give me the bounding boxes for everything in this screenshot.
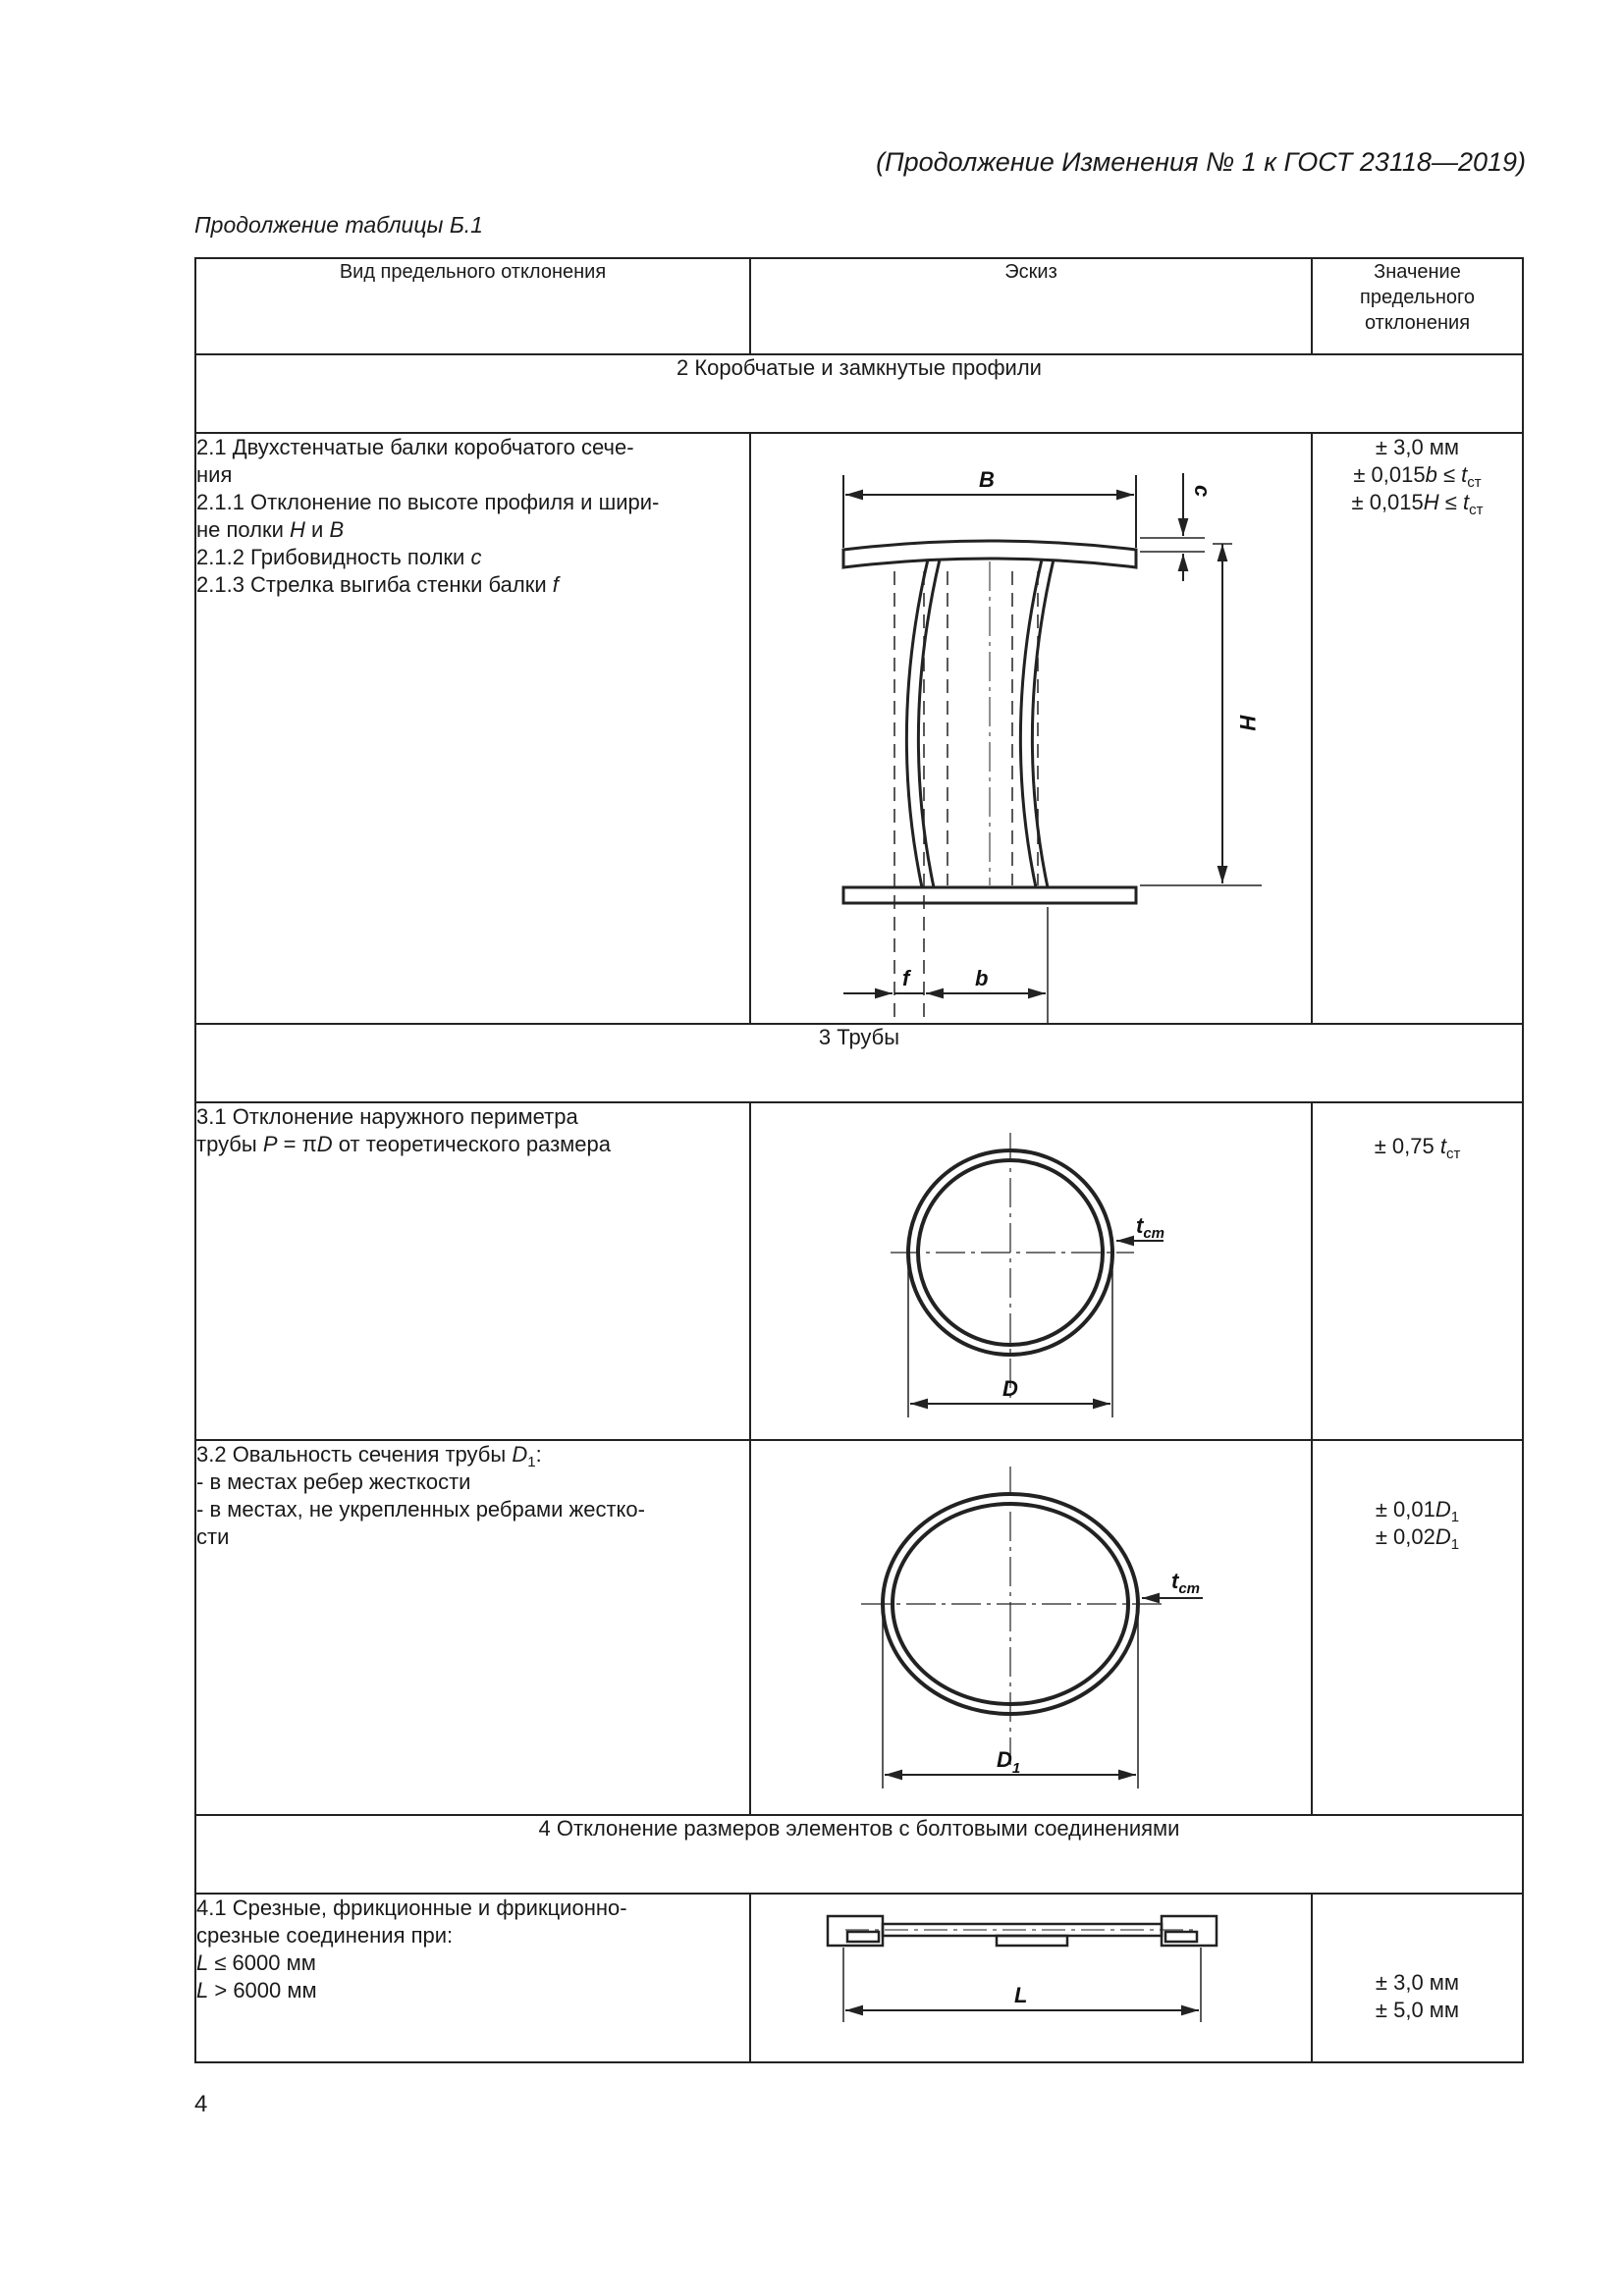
sketch-label-B: B	[979, 467, 995, 492]
sketch-label-H: H	[1235, 715, 1260, 730]
sketch-label-c: c	[1190, 485, 1215, 498]
row-3-2-value: ± $0,01D_1$ ± $0,02D_1$	[1312, 1440, 1523, 1815]
sketch-label-D: D	[1002, 1376, 1018, 1401]
sketch-label-t: t	[1171, 1569, 1179, 1593]
box-beam-sketch	[751, 434, 1313, 1023]
column-header-type: Вид предельного отклонения	[195, 258, 750, 354]
svg-text:tст: $t_{ст}$	[1171, 1569, 1201, 1597]
row-2-1-description: 2.1 Двухстенчатые балки коробчатого сече- ния 2.1.1 Отклонение по высоте профиля и шири- не полки H и B 2.1.2 Грибовидность полки c 2.1.3 Стрелка выгиба стенки балки f	[195, 433, 750, 1024]
sketch-label-f: f	[902, 966, 910, 990]
section-title-3: 3 Трубы	[195, 1024, 1523, 1102]
row-3-2-sketch	[750, 1440, 1312, 1815]
page-number: 4	[194, 2091, 208, 2117]
section-row-3	[195, 1024, 1523, 1102]
row-3-1-sketch	[750, 1102, 1312, 1440]
table-row-2-1	[195, 433, 1523, 1024]
row-3-2-description: 3.2 Овальность сечения трубы $D_1$: - в местах ребер жесткости - в местах, не укрепленных ребрами жестко- сти	[195, 1440, 750, 1815]
row-2-1-value: ± 3,0 мм ± $0,015b \le t_{ст}$ ± $0,015H \le t_{ст}$	[1312, 433, 1523, 1024]
table-row-4-1	[195, 1894, 1523, 2062]
column-header-value: Значение предельного отклонения	[1312, 258, 1523, 354]
section-title-2: 2 Коробчатые и замкнутые профили	[195, 354, 1523, 433]
section-title-4: 4 Отклонение размеров элементов с болтовыми соединениями	[195, 1815, 1523, 1894]
row-4-1-value: ± 3,0 мм ± 5,0 мм	[1312, 1894, 1523, 2062]
oval-tube-sketch	[751, 1441, 1313, 1814]
row-2-1-sketch	[750, 433, 1312, 1024]
sketch-label-L: L	[1014, 1983, 1028, 2007]
bolted-joint-sketch	[751, 1895, 1313, 2061]
sketch-label-t: t	[1136, 1213, 1144, 1238]
row-3-1-value: ± 0,75 $t_{ст}$	[1312, 1102, 1523, 1440]
row-4-1-sketch	[750, 1894, 1312, 2062]
table-header-row	[195, 258, 1523, 354]
column-header-sketch: Эскиз	[750, 258, 1312, 354]
section-row-2	[195, 354, 1523, 433]
row-4-1-description: 4.1 Срезные, фрикционные и фрикционно- срезные соединения при: L ≤ 6000 мм L > 6000 мм	[195, 1894, 750, 2062]
table-caption: Продолжение таблицы Б.1	[194, 212, 483, 238]
round-tube-sketch	[751, 1103, 1313, 1439]
table-row-3-2	[195, 1440, 1523, 1815]
section-row-4	[195, 1815, 1523, 1894]
sketch-label-D1: D	[997, 1747, 1012, 1772]
sketch-label-b: b	[975, 966, 989, 990]
document-header: (Продолжение Изменения № 1 к ГОСТ 23118—2019)	[876, 147, 1526, 177]
table-row-3-1	[195, 1102, 1523, 1440]
svg-text:D1: $D_1$	[997, 1747, 1021, 1777]
deviation-table	[194, 257, 1524, 2063]
row-3-1-description: 3.1 Отклонение наружного периметра трубы P = πD от теоретического размера	[195, 1102, 750, 1440]
svg-text:tст: $t_{ст}$	[1136, 1213, 1165, 1242]
